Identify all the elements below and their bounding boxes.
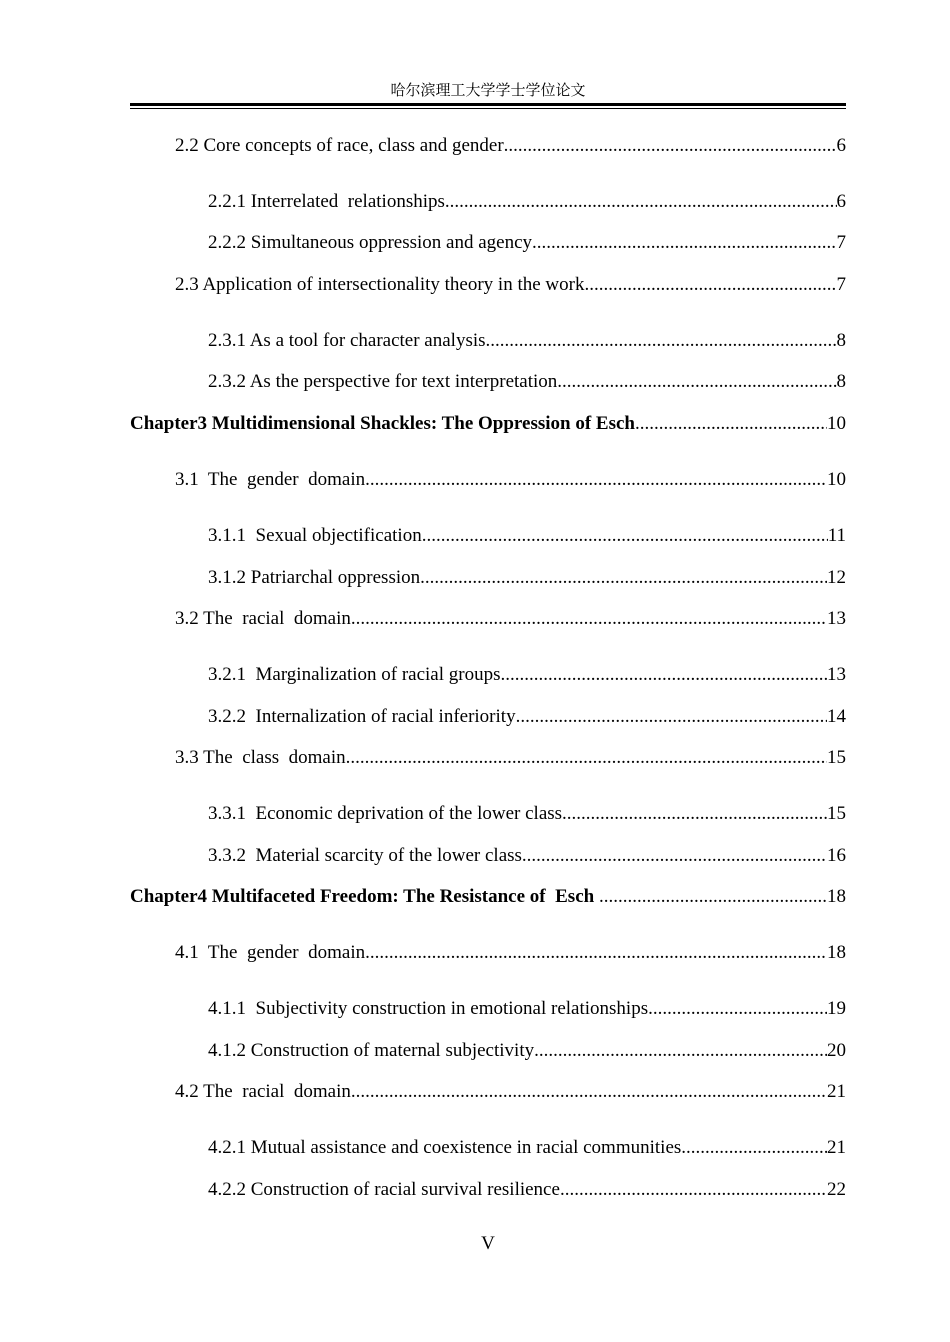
toc-page-number: 22: [827, 1179, 846, 1200]
toc-entry-label: 3.3.2 Material scarcity of the lower class: [208, 845, 522, 866]
toc-dot-leader: [365, 468, 827, 492]
toc-entry-label: 3.3.1 Economic deprivation of the lower class: [208, 803, 563, 824]
page-number: V: [481, 1233, 495, 1254]
toc-entry[interactable]: [208, 329, 846, 353]
toc-dot-leader: [557, 370, 836, 394]
header-rule-thin: [130, 108, 846, 109]
toc-page-number: 7: [836, 232, 846, 253]
toc-entry-label: 3.2.1 Marginalization of racial groups: [208, 664, 501, 685]
toc-entry[interactable]: [208, 524, 846, 548]
toc-entry[interactable]: [208, 802, 846, 826]
toc-page-number: 21: [827, 1081, 846, 1102]
toc-dot-leader: [501, 663, 828, 687]
toc-dot-leader: [420, 566, 827, 590]
toc-entry[interactable]: [175, 134, 846, 158]
toc-entry-label: 4.2 The racial domain: [175, 1081, 351, 1102]
toc-entry[interactable]: [208, 705, 846, 729]
toc-dot-leader: [532, 231, 836, 255]
toc-page-number: 7: [836, 274, 846, 295]
toc-dot-leader: [562, 802, 827, 826]
toc-entry-label: Chapter3 Multidimensional Shackles: The Oppression of Esch: [130, 413, 635, 434]
toc-entry-label: 3.2.2 Internalization of racial inferiority: [208, 706, 516, 727]
toc-dot-leader: [445, 190, 837, 214]
toc-entry-label: Chapter4 Multifaceted Freedom: The Resistance of Esch: [130, 886, 599, 907]
toc-dot-leader: [365, 941, 827, 965]
toc-entry[interactable]: [208, 1178, 846, 1202]
page-header-title: 哈尔滨理工大学学士学位论文: [390, 81, 586, 99]
toc-page-number: 8: [836, 371, 846, 392]
toc-page-number: 6: [836, 135, 846, 156]
toc-entry-label: 3.3 The class domain: [175, 747, 346, 768]
toc-entry[interactable]: [208, 663, 846, 687]
toc-page-number: 16: [827, 845, 846, 866]
toc-page-number: 8: [836, 330, 846, 351]
toc-entry[interactable]: [208, 1136, 846, 1160]
toc-page-number: 18: [827, 942, 846, 963]
toc-entry[interactable]: [208, 190, 846, 214]
toc-dot-leader: [351, 607, 827, 631]
toc-dot-leader: [635, 412, 827, 436]
toc-dot-leader: [534, 1039, 827, 1063]
toc-entry-label: 4.1.2 Construction of maternal subjectivity: [208, 1040, 535, 1061]
toc-page-number: 15: [827, 747, 846, 768]
toc-dot-leader: [516, 705, 827, 729]
toc-dot-leader: [346, 746, 827, 770]
toc-page-number: 12: [827, 567, 846, 588]
toc-entry[interactable]: [208, 566, 846, 590]
toc-entry-label: 3.1.1 Sexual objectification: [208, 525, 422, 546]
toc-entry-label: 4.1 The gender domain: [175, 942, 366, 963]
toc-entry[interactable]: [208, 231, 846, 255]
toc-entry-label: 4.2.2 Construction of racial survival resilience: [208, 1179, 560, 1200]
toc-entry-label: 2.2 Core concepts of race, class and gender: [175, 135, 504, 156]
toc-page-number: 11: [827, 525, 846, 546]
header-rule-thick: [130, 103, 846, 106]
toc-page-number: 20: [827, 1040, 846, 1061]
toc-entry[interactable]: [175, 468, 846, 492]
toc-page-number: 6: [836, 191, 846, 212]
toc-entry-label: 3.1 The gender domain: [175, 469, 366, 490]
toc-dot-leader: [584, 273, 836, 297]
toc-dot-leader: [560, 1178, 827, 1202]
toc-entry-label: 3.1.2 Patriarchal oppression: [208, 567, 421, 588]
toc-entry[interactable]: [208, 844, 846, 868]
toc-dot-leader: [599, 885, 827, 909]
toc-dot-leader: [351, 1080, 827, 1104]
toc-page-number: 13: [827, 664, 846, 685]
toc-page-number: 10: [827, 469, 846, 490]
toc-entry[interactable]: [208, 370, 846, 394]
toc-page-number: 18: [827, 886, 846, 907]
toc-entry[interactable]: [208, 997, 846, 1021]
toc-dot-leader: [681, 1136, 827, 1160]
toc-page-number: 14: [827, 706, 846, 727]
toc-entry[interactable]: [175, 746, 846, 770]
toc-page-number: 19: [827, 998, 846, 1019]
toc-entry-label: 4.1.1 Subjectivity construction in emotional relationships: [208, 998, 649, 1019]
toc-entry[interactable]: [175, 941, 846, 965]
toc-entry-label: 2.3.1 As a tool for character analysis: [208, 330, 486, 351]
toc-entry-label: 3.2 The racial domain: [175, 608, 351, 629]
toc-page-number: 10: [827, 413, 846, 434]
toc-entry-label: 2.3 Application of intersectionality theory in the work: [175, 274, 585, 295]
toc-dot-leader: [504, 134, 837, 158]
toc-page-number: 13: [827, 608, 846, 629]
toc-dot-leader: [422, 524, 828, 548]
toc-entry[interactable]: [175, 607, 846, 631]
toc-page-number: 21: [827, 1137, 846, 1158]
toc-entry[interactable]: [130, 885, 846, 909]
toc-dot-leader: [648, 997, 827, 1021]
toc-entry-label: 2.2.2 Simultaneous oppression and agency: [208, 232, 533, 253]
toc-entry-label: 2.3.2 As the perspective for text interpretation: [208, 371, 558, 392]
toc-entry[interactable]: [175, 1080, 846, 1104]
toc-entry[interactable]: [175, 273, 846, 297]
toc-entry-label: 2.2.1 Interrelated relationships: [208, 191, 445, 212]
toc-entry[interactable]: [208, 1039, 846, 1063]
toc-dot-leader: [522, 844, 827, 868]
toc-entry-label: 4.2.1 Mutual assistance and coexistence in racial communities: [208, 1137, 682, 1158]
toc-dot-leader: [486, 329, 837, 353]
toc-page-number: 15: [827, 803, 846, 824]
toc-entry[interactable]: [130, 412, 846, 436]
